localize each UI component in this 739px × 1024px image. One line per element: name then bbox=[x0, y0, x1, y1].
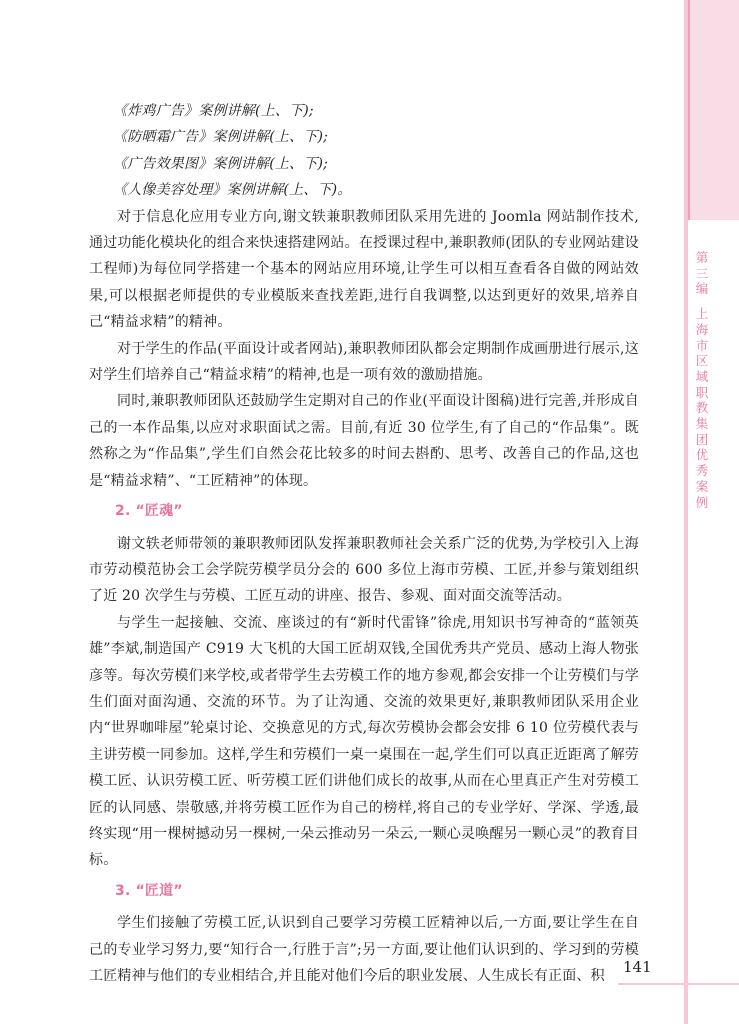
case-item: 《炸鸡广告》案例讲解(上、下); bbox=[113, 103, 314, 119]
running-header bbox=[693, 250, 711, 510]
section-heading: 3. “匠道” bbox=[115, 882, 183, 899]
case-item: 《防晒霜广告》案例讲解(上、下); bbox=[113, 129, 329, 146]
paragraph: 对于信息化应用专业方向,谢文轶兼职教师团队采用先进的 Joomla 网站制作技术,通过功能化模块化的组合来快速搭建网站。在授课过程中,兼职教师(团队的专业网站建设工程师)为每位同学搭建一个基本的网站应用环境,让学生可以相互查看各自做的网站效果,可以根据老师提供的专业模版来查找差距,进行自我调整,以达到更好的效果,培养自己“精益求精”的精神。 bbox=[89, 208, 639, 331]
paragraph: 学生们接触了劳模工匠,认识到自己要学习劳模工匠精神以后,一方面,要让学生在自己的专业学习努力,要“知行合一,行胜于言”;另一方面,要让他们认识到的、学习到的劳模工匠精神与他们的专业相结合,并且能对他们今后的职业发展、人生成长有正面、积 bbox=[89, 915, 639, 984]
footer-rule bbox=[618, 983, 739, 985]
section-heading: 2. “匠魂” bbox=[115, 503, 183, 520]
body-text bbox=[89, 98, 639, 989]
paragraph: 对于学生的作品(平面设计或者网站),兼职教师团队都会定期制作成画册进行展示,这对学生们培养自己“精益求精”的精神,也是一项有效的激励措施。 bbox=[89, 340, 639, 384]
chapter-label: 第三编 bbox=[695, 250, 709, 297]
page-number: 141 bbox=[623, 958, 652, 976]
paragraph: 同时,兼职教师团队还鼓励学生定期对自己的作业(平面设计图稿)进行完善,并形成自己的一本作品集,以应对求职面试之需。目前,有近 30 位学生,有了自己的“作品集”。既然称之为“作品集”,学生们自然会花比较多的时间去斟酌、思考、改善自己的作品,这也是“精益求精”、“工匠精神”的体现。 bbox=[89, 393, 639, 489]
chapter-tab-rule bbox=[688, 0, 690, 220]
section-title: 上海市区域职教集团优秀案例 bbox=[695, 306, 709, 510]
paragraph: 谢文轶老师带领的兼职教师团队发挥兼职教师社会关系广泛的优势,为学校引入上海市劳动模范协会工会学院劳模学员分会的 600 多位上海市劳模、工匠,并参与策划组织了近 20 次学生与劳模、工匠互动的讲座、报告、参观、面对面交流等活动。 bbox=[89, 535, 639, 605]
chapter-tab bbox=[688, 0, 739, 220]
paragraph: 与学生一起接触、交流、座谈过的有“新时代雷锋”徐虎,用知识书写神奇的“蓝领英雄”李斌,制造国产 C919 大飞机的大国工匠胡双钱,全国优秀共产党员、感动上海人物张彦等。每次劳模们来学校,或者带学生去劳模工作的地方参观,都会安排一个让劳模们与学生们面对面沟通、交流的环节。为了让沟通、交流的效果更好,兼职教师团队采用企业内“世界咖啡屋”轮桌讨论、交换意见的方式,每次劳模协会都会安排 6 10 位劳模代表与主讲劳模一同参加。这样,学生和劳模们一桌一桌围在一起,学生们可以真正近距离了解劳模工匠、认识劳模工匠、听劳模工匠们讲他们成长的故事,从而在心里真正产生对劳模工匠的认同感、崇敬感,并将劳模工匠作为自己的榜样,将自己的专业学好、学深、学透,最终实现“用一棵树撼动另一棵树,一朵云推动另一朵云,一颗心灵唤醒另一颗心灵”的教育目标。 bbox=[89, 614, 639, 869]
case-item: 《人像美容处理》案例讲解(上、下)。 bbox=[113, 182, 352, 199]
case-item: 《广告效果图》案例讲解(上、下); bbox=[113, 155, 329, 172]
